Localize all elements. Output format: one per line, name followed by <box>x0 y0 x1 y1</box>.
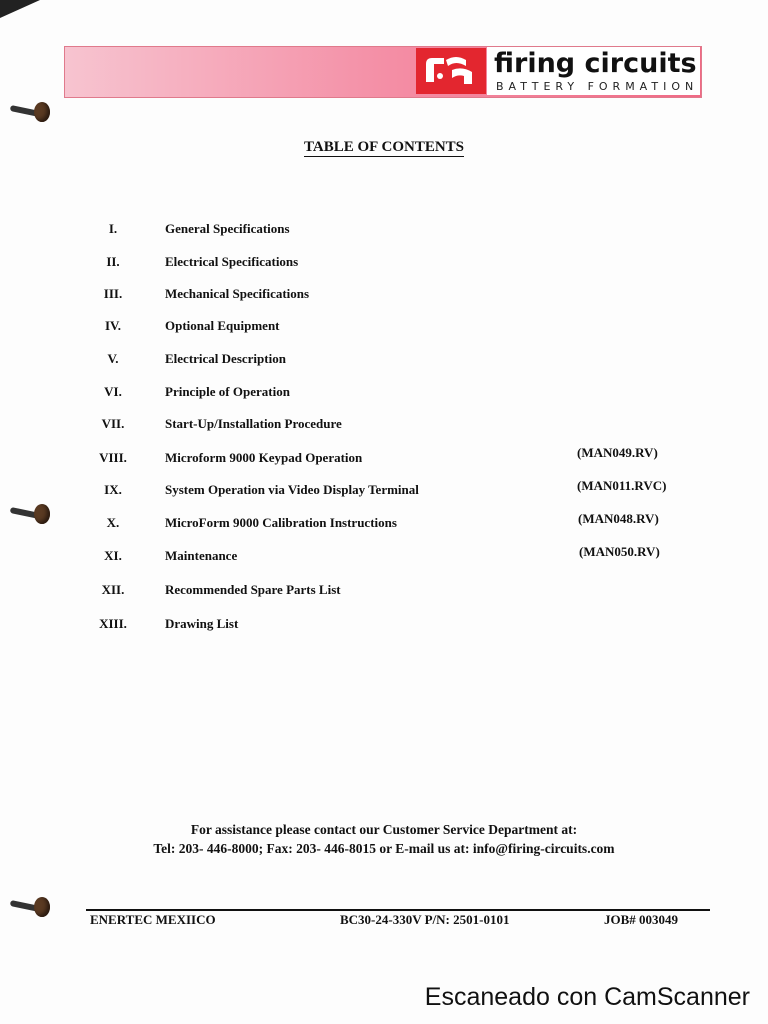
brand-tagline: BATTERY FORMATION <box>496 80 699 93</box>
toc-item-title: Optional Equipment <box>165 318 280 333</box>
toc-item-title: Electrical Description <box>165 351 286 366</box>
toc-item <box>80 221 700 243</box>
page-title <box>0 139 768 156</box>
binder-ring-icon <box>10 500 52 530</box>
toc-item <box>80 616 700 638</box>
toc-item-number: XIII. <box>99 616 127 631</box>
toc-item <box>80 544 700 570</box>
toc-item-title: Drawing List <box>165 616 239 631</box>
toc-item-number: IV. <box>104 318 122 333</box>
toc-item-number: XII. <box>101 582 125 597</box>
toc-item-title: MicroForm 9000 Calibration Instructions <box>165 515 397 530</box>
toc-item <box>80 384 700 406</box>
footer-divider <box>86 909 710 911</box>
toc-item-manual-code: (MAN050.RV) <box>579 544 660 559</box>
toc-item-number: II. <box>106 254 120 269</box>
toc-item-manual-code: (MAN049.RV) <box>577 445 658 460</box>
toc-item-number: IX. <box>104 482 122 497</box>
toc-item-title: Electrical Specifications <box>165 254 299 269</box>
footer-job-number: JOB# 003049 <box>604 912 679 927</box>
toc-item-title: Mechanical Specifications <box>165 286 310 301</box>
toc-item-title: General Specifications <box>165 221 290 236</box>
toc-item-number: VIII. <box>99 450 127 465</box>
toc-item-number: I. <box>108 221 118 236</box>
company-logo-icon <box>416 48 486 94</box>
toc-item <box>80 318 700 340</box>
toc-item <box>80 511 700 537</box>
scan-corner-shadow <box>0 0 40 18</box>
toc-item-title: Principle of Operation <box>165 384 290 399</box>
footer-model-part-number: BC30-24-330V P/N: 2501-0101 <box>340 912 510 927</box>
toc-item <box>80 286 700 308</box>
toc-item <box>80 416 700 438</box>
toc-item-title: Start-Up/Installation Procedure <box>165 416 342 431</box>
toc-item-manual-code: (MAN048.RV) <box>578 511 659 526</box>
toc-item-title: Microform 9000 Keypad Operation <box>165 450 363 465</box>
toc-item <box>80 351 700 373</box>
toc-item-number: X. <box>106 515 120 530</box>
toc-item-title: Maintenance <box>165 548 238 563</box>
toc-item-number: VI. <box>104 384 122 399</box>
toc-item <box>80 254 700 276</box>
binder-ring-icon <box>10 98 52 128</box>
toc-item-number: V. <box>107 351 119 366</box>
toc-item-number: VII. <box>101 416 125 431</box>
toc-item <box>80 445 700 472</box>
toc-item-title: Recommended Spare Parts List <box>165 582 341 597</box>
toc-item <box>80 478 700 504</box>
toc-item-title: System Operation via Video Display Terminal <box>165 482 419 497</box>
toc-item <box>80 582 700 604</box>
toc-item-manual-code: (MAN011.RVC) <box>577 478 667 493</box>
brand-name: firing circuits <box>494 48 697 79</box>
toc-item-number: XI. <box>104 548 122 563</box>
footer-customer: ENERTEC MEXIICO <box>90 912 216 927</box>
scanner-watermark: Escaneado con CamScanner <box>424 983 750 1011</box>
contact-line-2: Tel: 203- 446-8000; Fax: 203- 446-8015 or E-mail us at: info@firing-circuits.com <box>153 841 615 856</box>
toc-title-text: TABLE OF CONTENTS <box>303 139 465 155</box>
toc-item-number: III. <box>103 286 123 301</box>
binder-ring-icon <box>10 893 52 923</box>
contact-line-1: For assistance please contact our Customer Service Department at: <box>190 822 578 837</box>
